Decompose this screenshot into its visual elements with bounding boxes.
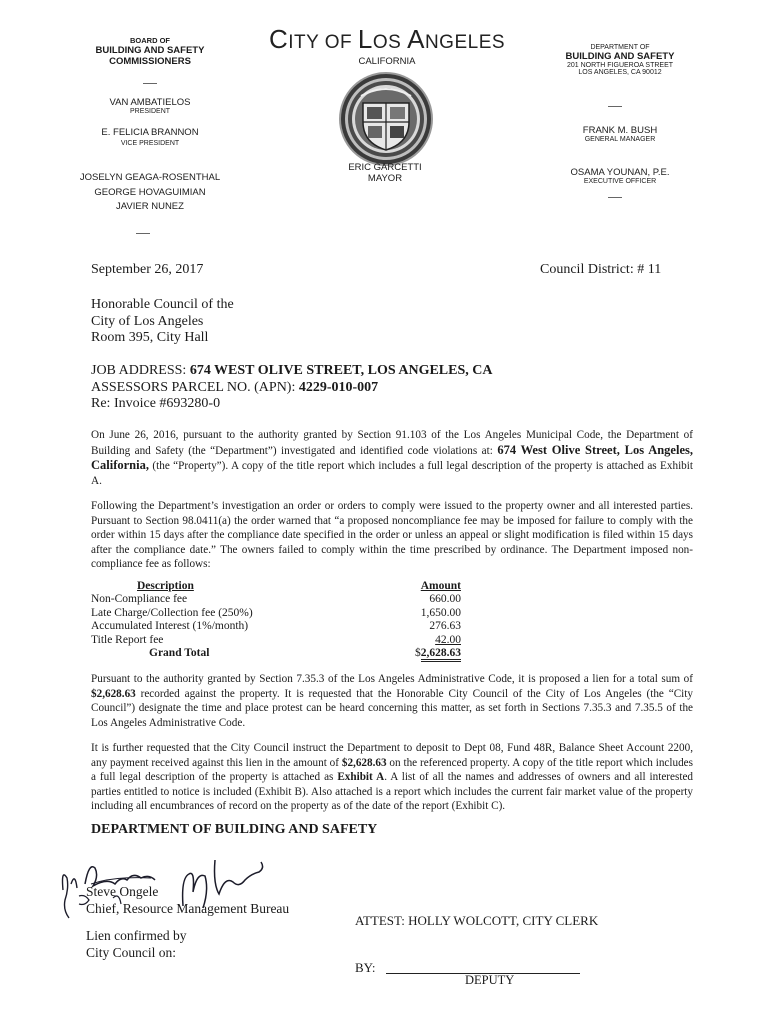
executive-officer-block bbox=[540, 167, 700, 185]
fee-row bbox=[91, 593, 461, 606]
recipient-line: Honorable Council of the bbox=[91, 297, 234, 312]
board-other-members bbox=[55, 171, 245, 215]
recipient-line: City of Los Angeles bbox=[91, 313, 204, 329]
paragraph-3-text-a: Pursuant to the authority granted by Section 7.35.3 of the Los Angeles Administrative Code, it is proposed a lien for a total sum of bbox=[91, 673, 693, 685]
city-title-part1: ITY OF bbox=[288, 32, 358, 53]
fee-amount: 276.63 bbox=[429, 620, 461, 633]
fee-row bbox=[91, 620, 461, 633]
fee-row bbox=[91, 634, 461, 647]
board-divider-2 bbox=[136, 233, 150, 234]
paragraph-4-text-c: . A list of all the names and addresses of owners and all interested parties entitled to notice is included (Exhibit B). Also attached is a report which includes the current fair market value of the property including all encumbrances of record on the property as of the date of the report (Exhibit C). bbox=[91, 771, 694, 813]
job-address-label: JOB ADDRESS: bbox=[91, 363, 190, 378]
manager-title: GENERAL MANAGER bbox=[584, 136, 656, 143]
job-address-value: 674 WEST OLIVE STREET, LOS ANGELES, CA bbox=[189, 363, 493, 378]
paragraph-investigation bbox=[91, 428, 693, 488]
signer-title: Chief, Resource Management Bureau bbox=[86, 901, 290, 916]
officer-name: OSAMA YOUNAN, P.E. bbox=[570, 167, 670, 178]
fee-amount: 42.00 bbox=[435, 633, 461, 646]
manager-name: FRANK M. BUSH bbox=[582, 125, 658, 136]
signer-name: Steve Ongele bbox=[86, 884, 159, 899]
board-title-line-1: BOARD OF bbox=[130, 36, 170, 45]
fee-table-header bbox=[91, 580, 461, 593]
fee-amount: 1,650.00 bbox=[420, 606, 461, 619]
amount-header: Amount bbox=[420, 580, 461, 592]
vice-president-role: VICE PRESIDENT bbox=[120, 140, 180, 147]
department-divider-2 bbox=[608, 197, 622, 198]
paragraph-1-text-b: (the “Property”). A copy of the title report which includes a full legal description of the property is attached as Exhibit A. bbox=[91, 460, 693, 487]
city-title-part3: NGELES bbox=[424, 32, 506, 53]
fee-table bbox=[91, 580, 461, 660]
city-title bbox=[250, 24, 524, 67]
paragraph-4-text-b: on the referenced property. A copy of the title report which includes a full legal description of the property is attached as bbox=[91, 756, 694, 784]
mayor-name: ERIC GARCETTI bbox=[348, 162, 422, 173]
board-block bbox=[70, 36, 230, 67]
department-address-2: LOS ANGELES, CA 90012 bbox=[578, 69, 662, 76]
invoice-line: Re: Invoice #693280-0 bbox=[91, 396, 221, 411]
board-member: JOSELYN GEAGA-ROSENTHAL bbox=[79, 172, 221, 183]
president-role: PRESIDENT bbox=[129, 108, 171, 115]
property-address-bold: 674 West Olive Street, Los Angeles, California, bbox=[91, 442, 693, 473]
department-signature-heading: DEPARTMENT OF BUILDING AND SAFETY bbox=[91, 822, 378, 837]
board-title-line-2: BUILDING AND SAFETY bbox=[95, 45, 205, 56]
president-name: VAN AMBATIELOS bbox=[109, 97, 191, 108]
letter-date: September 26, 2017 bbox=[91, 262, 204, 277]
recipient-address bbox=[91, 297, 234, 347]
department-label: DEPARTMENT OF bbox=[590, 44, 650, 51]
city-title-c: C bbox=[268, 24, 289, 54]
mayor-title: MAYOR bbox=[367, 173, 403, 184]
city-title-l: L bbox=[357, 24, 373, 54]
board-divider bbox=[143, 83, 157, 84]
fee-amount: 660.00 bbox=[429, 593, 461, 606]
grand-total-amount: 2,628.63 bbox=[421, 647, 461, 662]
apn-value: 4229-010-007 bbox=[298, 379, 379, 395]
vice-president-name: E. FELICIA BRANNON bbox=[101, 127, 199, 138]
exhibit-a-bold: Exhibit A bbox=[337, 771, 385, 784]
signer-block bbox=[86, 883, 289, 917]
department-block bbox=[540, 44, 700, 76]
paragraph-lien-proposal bbox=[91, 672, 693, 730]
lien-confirmed-line: City Council on: bbox=[86, 944, 177, 960]
lien-amount-bold: $2,628.63 bbox=[91, 687, 136, 700]
paragraph-order-to-comply: Following the Department’s investigation an order or orders to comply were issued to the property owner and all interested parties. Pursuant to Section 98.0411(a) the order warned that “a proposed noncompliance fee may be imposed for failure to comply with the order within 15 days after the compliance date specified in the order or unless an appeal or slight modification is filed within 15 days after the compliance date.” The owners failed to comply within the time prescribed by ordinance. The Department imposed non-compliance fee as follows: bbox=[91, 500, 693, 571]
grand-total-label: Grand Total bbox=[149, 647, 210, 660]
by-label: BY: bbox=[355, 960, 376, 975]
department-address-1: 201 NORTH FIGUEROA STREET bbox=[566, 62, 674, 69]
recipient-line: Room 395, City Hall bbox=[91, 330, 209, 345]
subject-block bbox=[91, 363, 492, 413]
attest-line: ATTEST: HOLLY WOLCOTT, CITY CLERK bbox=[355, 913, 599, 928]
deputy-label: DEPUTY bbox=[465, 973, 515, 987]
description-header: Description bbox=[137, 580, 194, 592]
board-president bbox=[70, 97, 230, 115]
fee-description: Non-Compliance fee bbox=[91, 593, 188, 606]
deposit-amount-bold: $2,628.63 bbox=[341, 756, 387, 769]
city-title-a: A bbox=[407, 24, 425, 54]
board-member: JAVIER NUNEZ bbox=[116, 201, 184, 212]
board-member: GEORGE HOVAGUIMIAN bbox=[94, 186, 206, 198]
apn-line bbox=[91, 380, 492, 397]
city-state: CALIFORNIA bbox=[358, 56, 416, 67]
fee-row bbox=[91, 607, 461, 620]
mayor-block bbox=[310, 162, 460, 184]
council-district: Council District: # 11 bbox=[540, 262, 662, 277]
board-title-line-3: COMMISSIONERS bbox=[109, 56, 191, 67]
paragraph-3-text-b: recorded against the property. It is requested that the Honorable City Council of the City of Los Angeles (the “City Council”) designate the time and place protest can be heard concerning this matter, as set forth in Sections 7.35.3 and 7.35.5 of the Los Angeles Administrative Code. bbox=[91, 687, 693, 729]
grand-total-row bbox=[91, 647, 461, 660]
apn-label: ASSESSORS PARCEL NO. (APN): bbox=[91, 379, 299, 395]
fee-description: Late Charge/Collection fee (250%) bbox=[91, 606, 253, 619]
board-vice-president bbox=[70, 127, 230, 147]
department-name: BUILDING AND SAFETY bbox=[565, 51, 675, 62]
officer-title: EXECUTIVE OFFICER bbox=[583, 178, 657, 185]
fee-description: Accumulated Interest (1%/month) bbox=[91, 620, 249, 633]
city-title-part2: OS bbox=[372, 32, 408, 53]
currency-symbol: $ bbox=[414, 647, 421, 660]
lien-confirmed-block bbox=[86, 928, 186, 961]
city-seal-icon bbox=[337, 70, 435, 168]
lien-confirmed-line: Lien confirmed by bbox=[86, 928, 187, 943]
general-manager-block bbox=[540, 125, 700, 143]
fee-description: Title Report fee bbox=[91, 633, 164, 646]
paragraph-deposit-request bbox=[91, 741, 693, 814]
department-divider bbox=[608, 106, 622, 107]
job-address-line bbox=[91, 363, 492, 380]
paragraph-4-text-a: It is further requested that the City Council instruct the Department to deposit to Dept 08, Fund 48R, Balance Sheet Account 2200, any payment received against this lien in the amount of bbox=[91, 742, 693, 769]
paragraph-1-text-a: On June 26, 2016, pursuant to the authority granted by Section 91.103 of the Los Angeles Municipal Code, the Department of Building and Safety (the “Department”) investigated and identified code violations at: bbox=[91, 429, 693, 457]
